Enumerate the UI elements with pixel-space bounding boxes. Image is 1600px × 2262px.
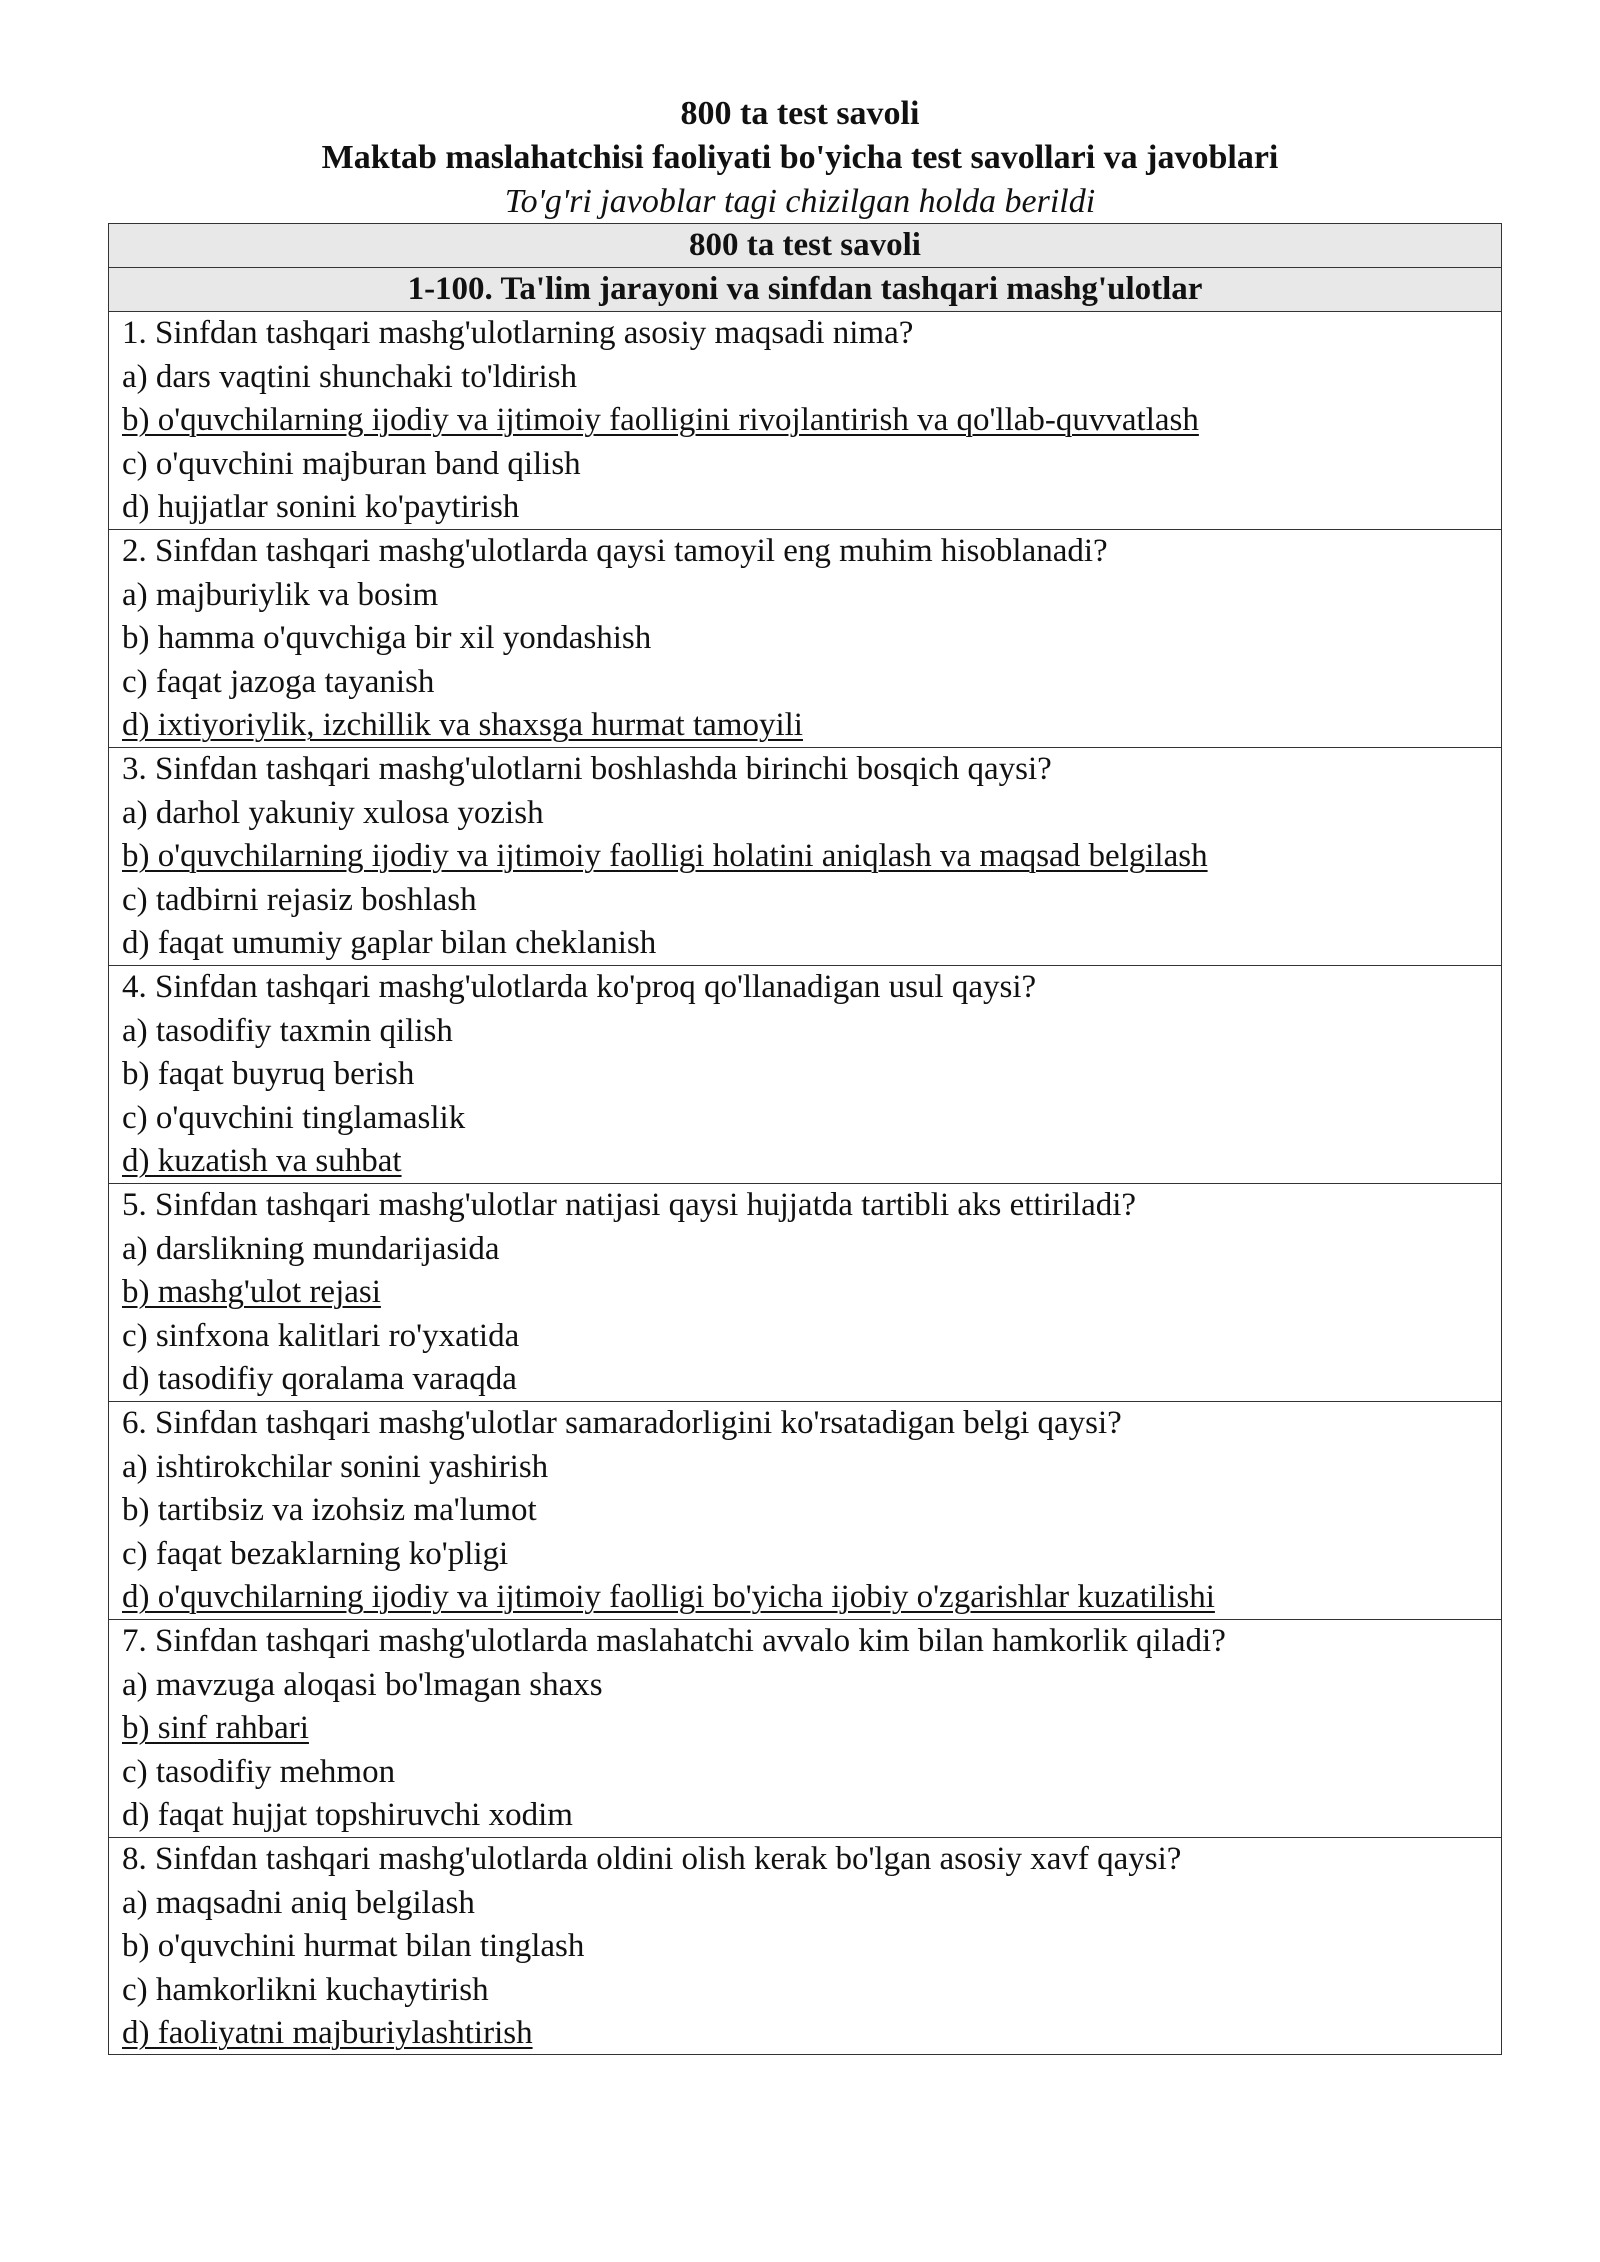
answer-text: a) majburiylik va bosim (122, 576, 439, 613)
answer-text: d) faqat hujjat topshiruvchi xodim (122, 1797, 573, 1834)
answer-option (122, 1358, 1501, 1402)
answer-text: b) faqat buyruq berish (122, 1056, 415, 1093)
answer-option (122, 879, 1501, 923)
correct-answer-text: d) o'quvchilarning ijodiy va ijtimoiy faolligi bo'yicha ijobiy o'zgarishlar kuzatilishi (122, 1579, 1215, 1616)
question-block (109, 966, 1501, 1184)
table-heading: 800 ta test savoli (109, 224, 1501, 268)
correct-answer-text: d) faoliyatni majburiylashtirish (122, 2015, 533, 2052)
answer-option (122, 1097, 1501, 1141)
correct-answer-text: b) mashg'ulot rejasi (122, 1274, 381, 1311)
answer-option (122, 356, 1501, 400)
answer-option (122, 1053, 1501, 1097)
answer-option-correct (122, 1576, 1501, 1620)
question-block (109, 530, 1501, 748)
answer-option-correct (122, 835, 1501, 879)
answer-text: a) dars vaqtini shunchaki to'ldirish (122, 358, 578, 395)
question-block (109, 1402, 1501, 1620)
answer-option-correct (122, 704, 1501, 748)
correct-answer-text: b) o'quvchilarning ijodiy va ijtimoiy faolligini rivojlantirish va qo'llab-quvvatlash (122, 402, 1199, 439)
question-block (109, 1838, 1501, 2054)
answer-option (122, 1751, 1501, 1795)
question-text: 2. Sinfdan tashqari mashg'ulotlarda qaysi tamoyil eng muhim hisoblanadi? (122, 533, 1108, 569)
answer-option (122, 1446, 1501, 1490)
question-block (109, 1184, 1501, 1402)
answer-text: d) faqat umumiy gaplar bilan cheklanish (122, 925, 657, 962)
answer-option (122, 1010, 1501, 1054)
document-note: To'g'ri javoblar tagi chizilgan holda berildi (504, 183, 1096, 220)
question-text: 5. Sinfdan tashqari mashg'ulotlar natijasi qaysi hujjatda tartibli aks ettiriladi? (122, 1187, 1137, 1223)
question-list (109, 312, 1501, 2054)
answer-text: a) ishtirokchilar sonini yashirish (122, 1448, 549, 1485)
answer-text: b) o'quvchini hurmat bilan tinglash (122, 1928, 585, 1965)
answer-option (122, 1882, 1501, 1926)
answer-text: c) faqat jazoga tayanish (122, 663, 435, 700)
question-text: 8. Sinfdan tashqari mashg'ulotlarda oldini olish kerak bo'lgan asosiy xavf qaysi? (122, 1841, 1182, 1877)
question-block (109, 1620, 1501, 1838)
answer-text: a) darslikning mundarijasida (122, 1230, 500, 1267)
section-heading: 1-100. Ta'lim jarayoni va sinfdan tashqari mashg'ulotlar (109, 268, 1501, 312)
document-header (0, 92, 1600, 224)
question-text: 6. Sinfdan tashqari mashg'ulotlar samaradorligini ko'rsatadigan belgi qaysi? (122, 1405, 1122, 1441)
document-subtitle: Maktab maslahatchisi faoliyati bo'yicha test savollari va javoblari (321, 139, 1279, 176)
answer-option (122, 792, 1501, 836)
answer-option (122, 1533, 1501, 1577)
answer-text: c) hamkorlikni kuchaytirish (122, 1971, 489, 2008)
answer-option (122, 443, 1501, 487)
question-text: 7. Sinfdan tashqari mashg'ulotlarda maslahatchi avvalo kim bilan hamkorlik qiladi? (122, 1623, 1226, 1659)
answer-option (122, 486, 1501, 530)
answer-option-correct (122, 1271, 1501, 1315)
correct-answer-text: b) sinf rahbari (122, 1710, 309, 1747)
answer-text: c) o'quvchini tinglamaslik (122, 1099, 466, 1136)
answer-text: d) hujjatlar sonini ko'paytirish (122, 489, 520, 526)
answer-option (122, 1794, 1501, 1838)
answer-option (122, 1969, 1501, 2013)
answer-text: b) tartibsiz va izohsiz ma'lumot (122, 1492, 537, 1529)
answer-option (122, 1664, 1501, 1708)
answer-option (122, 574, 1501, 618)
answer-option (122, 1489, 1501, 1533)
answer-option-correct (122, 1707, 1501, 1751)
answer-text: a) mavzuga aloqasi bo'lmagan shaxs (122, 1666, 603, 1703)
answer-text: d) tasodifiy qoralama varaqda (122, 1361, 517, 1398)
question-text: 4. Sinfdan tashqari mashg'ulotlarda ko'proq qo'llanadigan usul qaysi? (122, 969, 1037, 1005)
answer-option-correct (122, 1140, 1501, 1184)
answer-text: c) tasodifiy mehmon (122, 1753, 396, 1790)
answer-text: a) tasodifiy taxmin qilish (122, 1012, 453, 1049)
answer-option (122, 1925, 1501, 1969)
answer-option (122, 617, 1501, 661)
question-block (109, 748, 1501, 966)
answer-option (122, 1228, 1501, 1272)
answer-option (122, 922, 1501, 966)
question-block (109, 312, 1501, 530)
answer-text: b) hamma o'quvchiga bir xil yondashish (122, 620, 652, 657)
answer-option-correct (122, 399, 1501, 443)
answer-text: c) faqat bezaklarning ko'pligi (122, 1535, 509, 1572)
document-title: 800 ta test savoli (680, 95, 920, 132)
test-table (108, 223, 1502, 2055)
answer-text: c) sinfxona kalitlari ro'yxatida (122, 1317, 520, 1354)
answer-text: a) maqsadni aniq belgilash (122, 1884, 475, 1921)
answer-text: c) tadbirni rejasiz boshlash (122, 881, 477, 918)
answer-text: a) darhol yakuniy xulosa yozish (122, 794, 544, 831)
answer-option (122, 661, 1501, 705)
question-text: 1. Sinfdan tashqari mashg'ulotlarning asosiy maqsadi nima? (122, 315, 914, 351)
answer-option-correct (122, 2012, 1501, 2056)
answer-option (122, 1315, 1501, 1359)
answer-text: c) o'quvchini majburan band qilish (122, 445, 581, 482)
correct-answer-text: d) kuzatish va suhbat (122, 1143, 402, 1180)
correct-answer-text: d) ixtiyoriylik, izchillik va shaxsga hurmat tamoyili (122, 707, 803, 744)
question-text: 3. Sinfdan tashqari mashg'ulotlarni boshlashda birinchi bosqich qaysi? (122, 751, 1052, 787)
correct-answer-text: b) o'quvchilarning ijodiy va ijtimoiy faolligi holatini aniqlash va maqsad belgilash (122, 838, 1208, 875)
